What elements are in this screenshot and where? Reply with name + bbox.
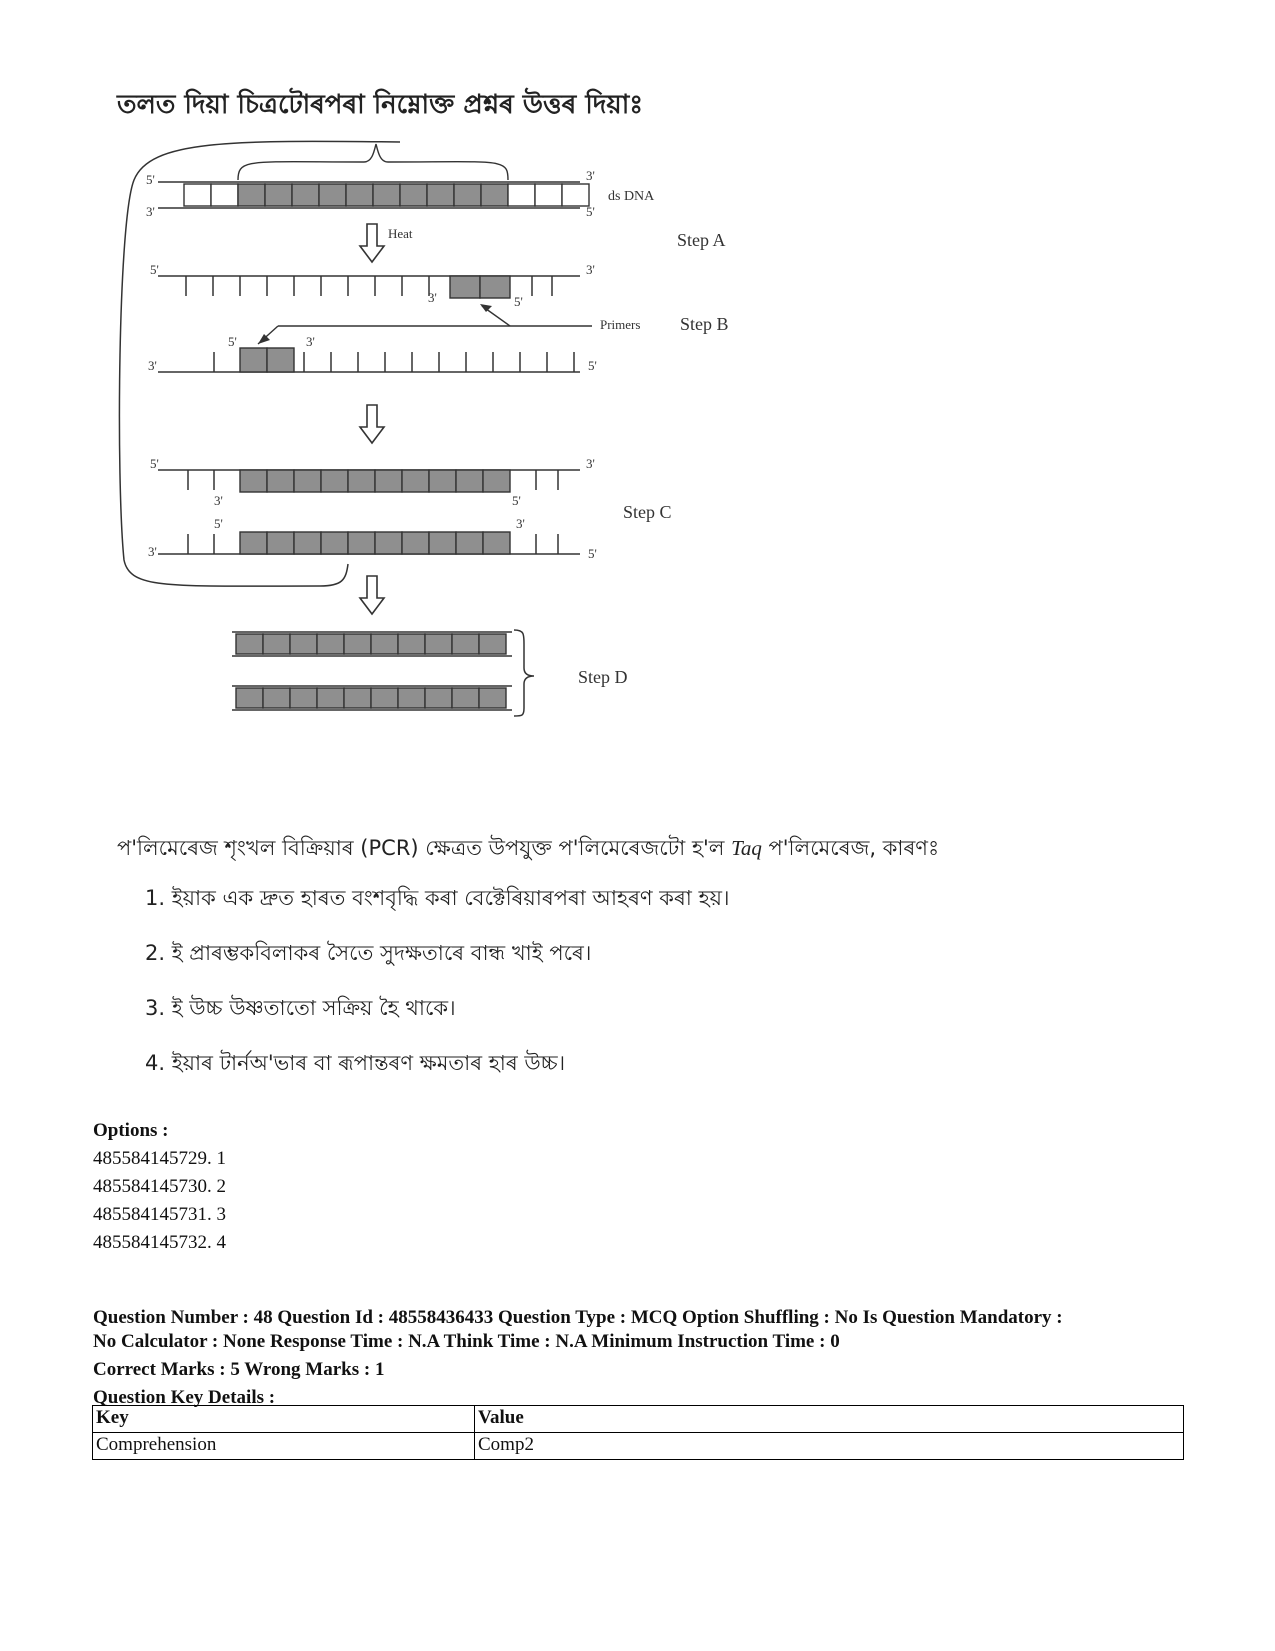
strand-end-label: 3': [146, 204, 155, 219]
table-cell: Comp2: [475, 1433, 1184, 1460]
stem-text-end: প'লিমেৰেজ, কাৰণঃ: [761, 836, 940, 860]
meta-line-1: Question Number : 48 Question Id : 48558436433 Question Type : MCQ Option Shuffling : No Is Question Mandatory :: [93, 1307, 1063, 1328]
extended-segment: [348, 532, 375, 554]
reason-2: 2. ই প্ৰাৰম্ভকবিলাকৰ সৈতে সুদক্ষতাৰে বান্ধ খাই পৰে।: [145, 941, 592, 965]
dna-base-pair: [562, 184, 589, 206]
question-stem: [117, 832, 939, 867]
extended-segment: [429, 532, 456, 554]
primer-block: [480, 276, 510, 298]
extended-segment: [429, 470, 456, 492]
extended-segment: [483, 532, 510, 554]
key-details-table: [92, 1405, 1184, 1460]
strand-end-label: 5': [146, 172, 155, 187]
table-header-cell: Key: [93, 1406, 475, 1433]
amplified-copy: [290, 634, 317, 654]
process-arrow: [360, 576, 384, 614]
primer-end-label: 5': [514, 294, 523, 309]
reason-1: 1. ইয়াক এক দ্ৰুত হাৰত বংশবৃদ্ধি কৰা বেক্টেৰিয়াৰপৰা আহৰণ কৰা হয়।: [145, 886, 730, 910]
amplified-copy: [263, 634, 290, 654]
primer-end-label: 5': [228, 334, 237, 349]
step-d-brace: [514, 630, 534, 716]
amplified-copy: [236, 634, 263, 654]
amplified-copy: [398, 634, 425, 654]
table-row: [93, 1433, 1184, 1460]
option-item[interactable]: 485584145730. 2: [93, 1176, 226, 1197]
strand-end-label: 3': [516, 516, 525, 531]
amplified-copy: [398, 688, 425, 708]
extended-segment: [375, 470, 402, 492]
dna-target-segment: [292, 184, 319, 206]
primer-block: [240, 348, 267, 372]
extended-segment: [294, 532, 321, 554]
amplified-copy: [263, 688, 290, 708]
step-a-label: Step A: [677, 230, 726, 250]
dna-target-segment: [238, 184, 265, 206]
step-b-label: Step B: [680, 314, 729, 334]
strand-end-label: 5': [512, 493, 521, 508]
amplified-copy: [371, 634, 398, 654]
amplified-copy: [290, 688, 317, 708]
pcr-diagram-shapes: [119, 141, 592, 716]
reason-4: 4. ইয়াৰ টাৰ্নঅ'ভাৰ বা ৰূপান্তৰণ ক্ষমতাৰ হাৰ উচ্চ।: [145, 1051, 566, 1075]
primer-pointer-arrowhead: [480, 304, 492, 312]
strand-end-label: 3': [586, 262, 595, 277]
question-meta: [93, 1306, 1063, 1354]
amplified-copy: [236, 688, 263, 708]
dna-target-segment: [427, 184, 454, 206]
heat-label: Heat: [388, 226, 413, 241]
strand-end-label: 5': [150, 262, 159, 277]
primer-block: [267, 348, 294, 372]
amplified-copy: [452, 634, 479, 654]
question-heading: তলত দিয়া চিত্ৰটোৰপৰা নিম্নোক্ত প্ৰশ্নৰ উত্তৰ দিয়াঃ: [117, 90, 644, 120]
dna-base-pair: [508, 184, 535, 206]
table-header-cell: Value: [475, 1406, 1184, 1433]
amplified-copy: [371, 688, 398, 708]
extended-segment: [321, 470, 348, 492]
extended-segment: [456, 532, 483, 554]
strand-end-label: 5': [214, 516, 223, 531]
strand-end-label: 3': [148, 544, 157, 559]
primer-end-label: 3': [428, 290, 437, 305]
table-header-row: [93, 1406, 1184, 1433]
extended-segment: [240, 532, 267, 554]
extended-segment: [402, 532, 429, 554]
strand-end-label: 5': [588, 546, 597, 561]
extended-segment: [348, 470, 375, 492]
primer-end-label: 3': [306, 334, 315, 349]
option-item[interactable]: 485584145732. 4: [93, 1232, 226, 1253]
pcr-diagram: [110, 140, 750, 730]
strand-end-label: 3': [214, 493, 223, 508]
dna-target-segment: [373, 184, 400, 206]
meta-line-2: No Calculator : None Response Time : N.A Think Time : N.A Minimum Instruction Time : 0: [93, 1331, 840, 1352]
extended-segment: [456, 470, 483, 492]
option-item[interactable]: 485584145729. 1: [93, 1148, 226, 1169]
step-d-label: Step D: [578, 667, 628, 687]
amplified-copy: [344, 634, 371, 654]
option-item[interactable]: 485584145731. 3: [93, 1204, 226, 1225]
key-details-label: Question Key Details :: [93, 1387, 276, 1408]
amplified-copy: [317, 634, 344, 654]
dna-base-pair: [535, 184, 562, 206]
heat-arrow: [360, 224, 384, 262]
amplified-copy: [425, 688, 452, 708]
amplified-copy: [452, 688, 479, 708]
dna-base-pair: [184, 184, 211, 206]
table-cell: Comprehension: [93, 1433, 475, 1460]
options-label: Options :: [93, 1120, 169, 1141]
extended-segment: [321, 532, 348, 554]
target-brace: [238, 144, 508, 180]
extended-segment: [483, 470, 510, 492]
ds-dna-label: ds DNA: [608, 189, 655, 204]
dna-target-segment: [481, 184, 508, 206]
strand-end-label: 5': [150, 456, 159, 471]
strand-end-label: 5': [586, 204, 595, 219]
step-c-label: Step C: [623, 502, 672, 522]
primers-label: Primers: [600, 317, 641, 332]
reason-3: 3. ই উচ্চ উষ্ণতাতো সক্ৰিয় হৈ থাকে।: [145, 996, 456, 1020]
strand-end-label: 3': [586, 456, 595, 471]
stem-italic-term: Taq: [731, 836, 762, 860]
dna-target-segment: [265, 184, 292, 206]
dna-base-pair: [211, 184, 238, 206]
amplified-copy: [425, 634, 452, 654]
strand-end-label: 5': [588, 358, 597, 373]
primer-block: [450, 276, 480, 298]
amplified-copy: [344, 688, 371, 708]
dna-target-segment: [400, 184, 427, 206]
stem-text-start: প'লিমেৰেজ শৃংখল বিক্ৰিয়াৰ (PCR) ক্ষেত্ৰত উপযুক্ত প'লিমেৰেজটো হ'ল: [117, 836, 732, 860]
strand-end-label: 3': [148, 358, 157, 373]
extended-segment: [267, 470, 294, 492]
dna-target-segment: [346, 184, 373, 206]
extended-segment: [267, 532, 294, 554]
dna-target-segment: [454, 184, 481, 206]
dna-target-segment: [319, 184, 346, 206]
amplified-copy: [479, 688, 506, 708]
extended-segment: [402, 470, 429, 492]
process-arrow: [360, 405, 384, 443]
extended-segment: [375, 532, 402, 554]
extended-segment: [240, 470, 267, 492]
marks-line: Correct Marks : 5 Wrong Marks : 1: [93, 1359, 385, 1380]
amplified-copy: [479, 634, 506, 654]
extended-segment: [294, 470, 321, 492]
amplified-copy: [317, 688, 344, 708]
strand-end-label: 3': [586, 168, 595, 183]
